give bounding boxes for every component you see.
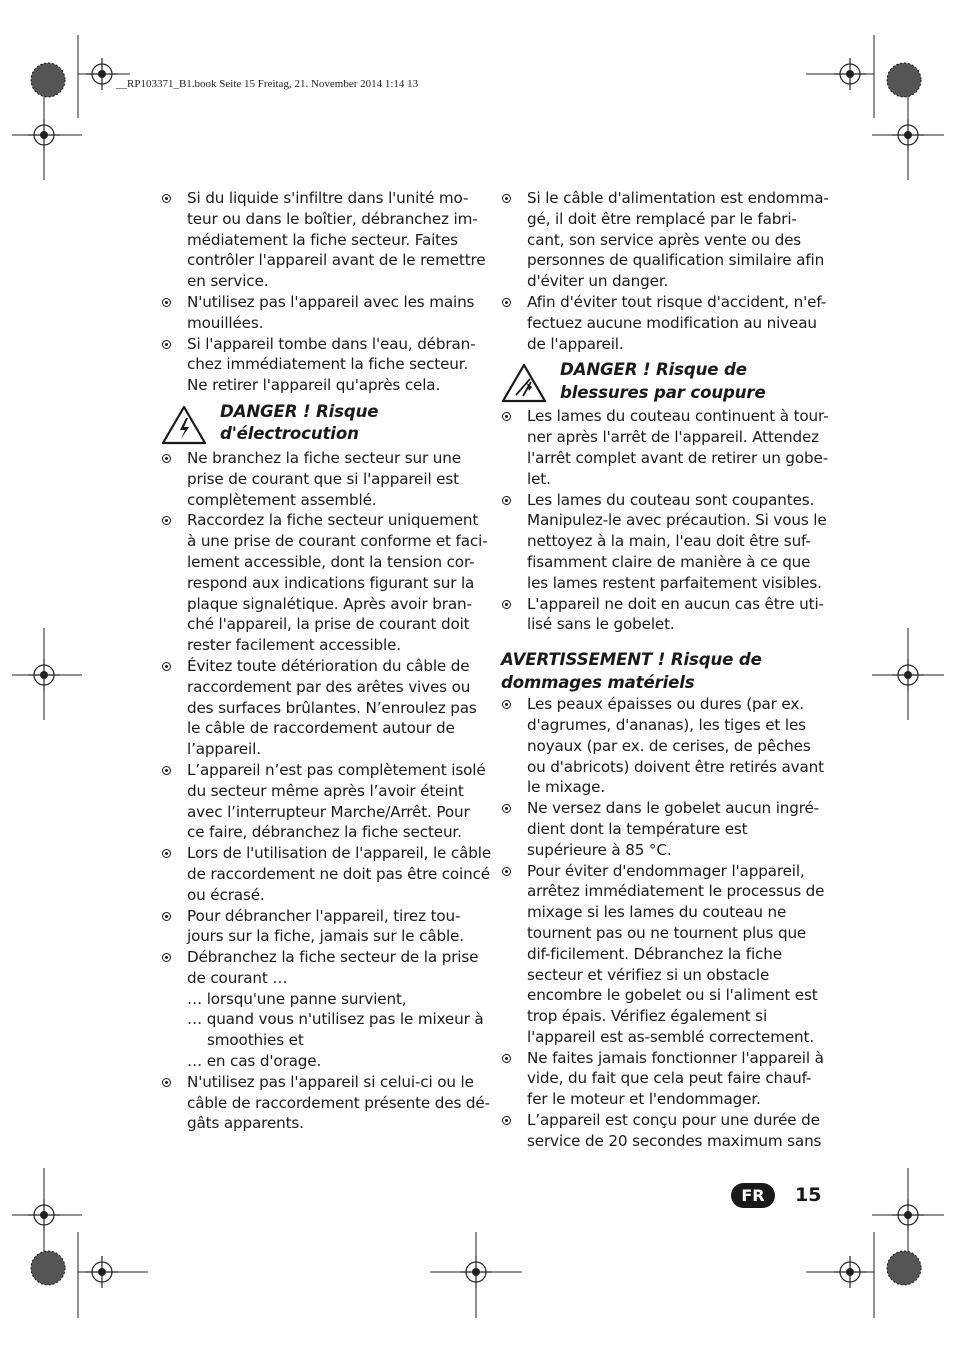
danger-electric-heading: DANGER ! Risque d'électrocution [161, 401, 491, 446]
sub-list-item: … lorsqu'une panne survient, [187, 989, 407, 1008]
language-badge: FR [731, 1183, 775, 1208]
bullet-icon [502, 1054, 511, 1063]
danger-cut-heading: DANGER ! Risque de blessures par coupure [501, 359, 831, 404]
list-item: Les peaux épaisses ou dures (par ex. d'agrumes, d'ananas), les tiges et les noyaux (par ex. de cerises, de pêches ou d'abricots) doivent être retirés avant le mixage. [501, 694, 831, 798]
right-column [501, 188, 831, 1152]
bullet-icon [162, 849, 171, 858]
print-header: __RP103371_B1.book Seite 15 Freitag, 21. November 2014 1:14 13 [116, 78, 419, 90]
list-item: Ne branchez la fiche secteur sur une prise de courant que si l'appareil est complètement assemblé. [161, 448, 491, 510]
bullet-icon [502, 496, 511, 505]
bullet-icon [502, 804, 511, 813]
warning-material-heading: AVERTISSEMENT ! Risque de dommages matériels [501, 650, 762, 692]
list-item: L’appareil n’est pas complètement isolé du secteur même après l’avoir éteint avec l’interrupteur Marche/Arrêt. Pour ce faire, débranchez la fiche secteur. [161, 760, 491, 843]
list-item: N'utilisez pas l'appareil si celui-ci ou le câble de raccordement présente des dé-gâts apparents. [161, 1072, 491, 1134]
list-item: Les lames du couteau sont coupantes. Manipulez-le avec précaution. Si vous le nettoyez à la main, l'eau doit être suf-fisamment claire de manière à ce que les lames restent parfaitement visibles. [501, 490, 831, 594]
bullet-icon [502, 298, 511, 307]
list-item: Si le câble d'alimentation est endomma-gé, il doit être remplacé par le fabri-cant, son service après vente ou des personnes de qualification similaire afin d'éviter un danger. [501, 188, 831, 292]
list-item: Si du liquide s'infiltre dans l'unité mo-teur ou dans le boîtier, débranchez im-médiatement la fiche secteur. Faites contrôler l'appareil avant de le remettre en service. [161, 188, 491, 292]
list-item: Si l'appareil tombe dans l'eau, débran-chez immédiatement la fiche secteur. Ne retirer l'appareil qu'après cela. [161, 334, 491, 396]
list-item: Débranchez la fiche secteur de la prise de courant … [161, 947, 491, 989]
bullet-icon [162, 912, 171, 921]
bullet-icon [502, 700, 511, 709]
bullet-icon [502, 412, 511, 421]
list-item: Ne versez dans le gobelet aucun ingré-dient dont la température est supérieure à 85 °C. [501, 798, 831, 860]
list-item: N'utilisez pas l'appareil avec les mains mouillées. [161, 292, 491, 334]
bullet-icon [502, 867, 511, 876]
list-item: L’appareil est conçu pour une durée de service de 20 secondes maximum sans [501, 1110, 831, 1152]
list-item: L'appareil ne doit en aucun cas être uti-lisé sans le gobelet. [501, 594, 831, 636]
bullet-icon [162, 953, 171, 962]
list-item: Les lames du couteau continuent à tour-ner après l'arrêt de l'appareil. Attendez l'arrêt complet avant de retirer un gobe-let. [501, 406, 831, 489]
sub-list-item: … en cas d'orage. [187, 1052, 322, 1071]
bullet-icon [162, 1078, 171, 1087]
bullet-icon [162, 340, 171, 349]
left-column [161, 188, 491, 1134]
bullet-icon [162, 516, 171, 525]
electric-shock-warning-icon [161, 405, 207, 445]
page-number: 15 [795, 1184, 822, 1206]
sub-list-item: … quand vous n'utilisez pas le mixeur à smoothies et [187, 1010, 484, 1050]
bullet-icon [162, 662, 171, 671]
cut-injury-warning-icon [501, 363, 547, 403]
list-item: Pour débrancher l'appareil, tirez tou-jours sur la fiche, jamais sur le câble. [161, 906, 491, 948]
bullet-icon [502, 600, 511, 609]
bullet-icon [502, 194, 511, 203]
bullet-icon [502, 1116, 511, 1125]
bullet-icon [162, 298, 171, 307]
bullet-icon [162, 454, 171, 463]
list-item: Pour éviter d'endommager l'appareil, arrêtez immédiatement le processus de mixage si les lames du couteau ne tournent pas ou ne tournent plus que dif-ficilement. Débranchez la fiche secteur et vérifiez si un obstacle encombre le gobelet ou si l'aliment est trop épais. Vérifiez également si l'appareil est as-semblé correctement. [501, 861, 831, 1048]
list-item: Raccordez la fiche secteur uniquement à une prise de courant conforme et faci-lement accessible, dont la tension cor-respond aux indications figurant sur la plaque signalétique. Après avoir bran-ché l'appareil, la prise de courant doit rester facilement accessible. [161, 510, 491, 656]
bullet-icon [162, 766, 171, 775]
list-item: Afin d'éviter tout risque d'accident, n'ef-fectuez aucune modification au niveau de l'appareil. [501, 292, 831, 354]
bullet-icon [162, 194, 171, 203]
list-item: Lors de l'utilisation de l'appareil, le câble de raccordement ne doit pas être coincé ou écrasé. [161, 843, 491, 905]
list-item: Ne faites jamais fonctionner l'appareil à vide, du fait que cela peut faire chauf-fer le moteur et l'endommager. [501, 1048, 831, 1110]
list-item: Évitez toute détérioration du câble de raccordement par des arêtes vives ou des surfaces brûlantes. N’enroulez pas le câble de raccordement autour de l’appareil. [161, 656, 491, 760]
